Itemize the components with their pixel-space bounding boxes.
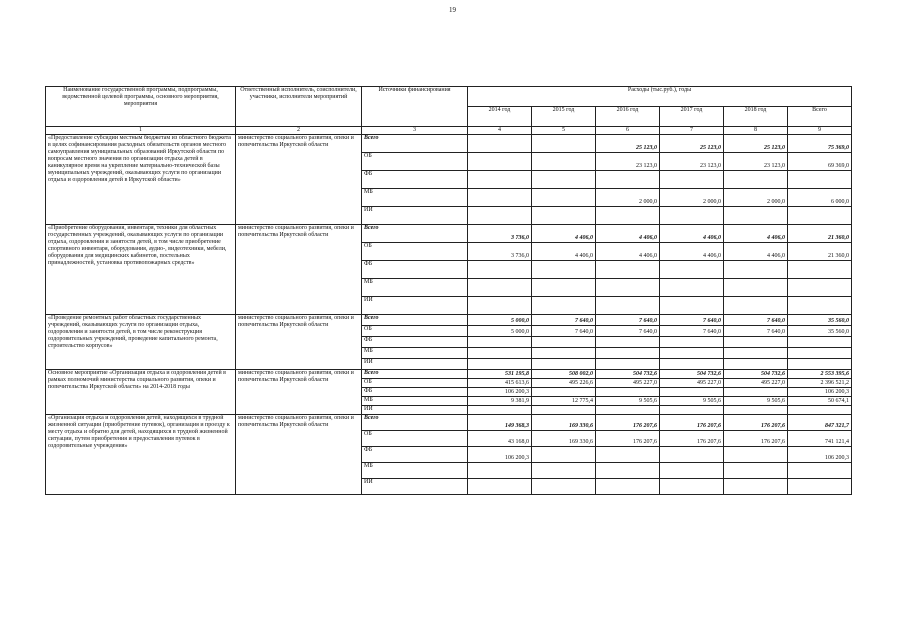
table-row xyxy=(46,315,852,326)
total-value xyxy=(788,348,852,359)
year-value xyxy=(532,261,596,279)
year-value: 2 000,0 xyxy=(724,189,788,207)
total-value: 75 369,0 xyxy=(788,135,852,153)
year-value xyxy=(660,261,724,279)
header-source: Источники финансирования xyxy=(362,87,468,127)
year-value: 7 640,0 xyxy=(660,315,724,326)
year-value xyxy=(468,261,532,279)
year-value: 23 123,0 xyxy=(596,153,660,171)
year-value: 495 227,0 xyxy=(596,379,660,388)
total-value xyxy=(788,463,852,479)
header-total: Всего xyxy=(788,107,852,127)
column-numbers-row xyxy=(46,127,852,135)
column-number: 2 xyxy=(236,127,362,135)
year-value: 169 330,6 xyxy=(532,431,596,447)
funding-source: ФБ xyxy=(362,261,468,279)
year-value: 2 000,0 xyxy=(660,189,724,207)
year-value xyxy=(468,337,532,348)
year-value xyxy=(468,171,532,189)
funding-source: ФБ xyxy=(362,171,468,189)
year-value xyxy=(532,359,596,370)
funding-source: ОБ xyxy=(362,243,468,261)
year-value: 176 207,6 xyxy=(596,431,660,447)
funding-source: ИИ xyxy=(362,479,468,495)
year-value xyxy=(468,348,532,359)
year-value xyxy=(724,359,788,370)
year-value xyxy=(532,207,596,225)
year-value: 7 640,0 xyxy=(660,326,724,337)
header-expenses: Расходы (тыс.руб.), годы xyxy=(468,87,852,107)
total-value xyxy=(788,297,852,315)
funding-source: ФБ xyxy=(362,388,468,397)
year-value xyxy=(596,207,660,225)
year-value xyxy=(660,348,724,359)
year-value: 495 226,6 xyxy=(532,379,596,388)
year-value: 4 406,0 xyxy=(532,243,596,261)
column-number: 6 xyxy=(596,127,660,135)
header-name: Наименование государственной программы, подпрограммы, ведомственной целевой программы, основного мероприятия, мероприятия xyxy=(46,87,236,127)
year-value xyxy=(660,388,724,397)
header-year: 2016 год xyxy=(596,107,660,127)
year-value: 7 640,0 xyxy=(724,315,788,326)
executor: министерство социального развития, опеки и попечительства Иркутской области xyxy=(236,135,362,225)
year-value xyxy=(532,388,596,397)
year-value xyxy=(468,279,532,297)
year-value: 9 381,9 xyxy=(468,397,532,406)
total-value: 35 560,0 xyxy=(788,326,852,337)
year-value xyxy=(596,171,660,189)
year-value: 23 123,0 xyxy=(660,153,724,171)
total-value xyxy=(788,279,852,297)
year-value xyxy=(532,479,596,495)
year-value: 504 732,6 xyxy=(660,370,724,379)
year-value: 106 200,3 xyxy=(468,447,532,463)
funding-source: ИИ xyxy=(362,297,468,315)
year-value xyxy=(532,447,596,463)
year-value xyxy=(596,479,660,495)
total-value: 21 360,0 xyxy=(788,243,852,261)
year-value xyxy=(660,447,724,463)
year-value: 149 368,3 xyxy=(468,415,532,431)
year-value: 23 123,0 xyxy=(724,153,788,171)
year-value: 176 207,6 xyxy=(660,415,724,431)
year-value xyxy=(596,463,660,479)
table-row xyxy=(46,135,852,153)
year-value: 25 123,0 xyxy=(724,135,788,153)
total-value: 21 360,0 xyxy=(788,225,852,243)
year-value: 25 123,0 xyxy=(660,135,724,153)
year-value xyxy=(468,406,532,415)
year-value: 4 406,0 xyxy=(724,225,788,243)
year-value xyxy=(596,388,660,397)
year-value xyxy=(660,297,724,315)
year-value xyxy=(724,279,788,297)
year-value: 7 640,0 xyxy=(532,315,596,326)
year-value: 3 736,0 xyxy=(468,225,532,243)
year-value: 176 207,6 xyxy=(724,431,788,447)
funding-source: МБ xyxy=(362,279,468,297)
executor: министерство социального развития, опеки и попечительства Иркутской области xyxy=(236,415,362,495)
year-value: 4 406,0 xyxy=(596,225,660,243)
funding-source: Всего xyxy=(362,135,468,153)
year-value xyxy=(724,261,788,279)
funding-source: Всего xyxy=(362,415,468,431)
funding-source: Всего xyxy=(362,370,468,379)
column-number: 3 xyxy=(362,127,468,135)
year-value xyxy=(532,279,596,297)
funding-source: ОБ xyxy=(362,379,468,388)
activity-name: Основное мероприятие «Организация отдыха и оздоровления детей в рамках полномочий министерства социального развития, опеки и попечительства Иркутской области» на 2014-2018 годы xyxy=(46,370,236,415)
year-value: 495 227,0 xyxy=(724,379,788,388)
year-value xyxy=(468,479,532,495)
year-value: 531 195,8 xyxy=(468,370,532,379)
year-value xyxy=(660,171,724,189)
year-value xyxy=(596,359,660,370)
year-value xyxy=(468,359,532,370)
header-year: 2015 год xyxy=(532,107,596,127)
year-value: 9 505,6 xyxy=(596,397,660,406)
funding-source: ОБ xyxy=(362,326,468,337)
column-number: 4 xyxy=(468,127,532,135)
year-value: 7 640,0 xyxy=(724,326,788,337)
funding-source: МБ xyxy=(362,189,468,207)
total-value xyxy=(788,261,852,279)
table-row xyxy=(46,370,852,379)
funding-source: Всего xyxy=(362,225,468,243)
executor: министерство социального развития, опеки и попечительства Иркутской области xyxy=(236,370,362,415)
table-row xyxy=(46,415,852,431)
year-value xyxy=(660,463,724,479)
total-value xyxy=(788,479,852,495)
executor: министерство социального развития, опеки и попечительства Иркутской области xyxy=(236,225,362,315)
year-value xyxy=(596,348,660,359)
year-value xyxy=(532,348,596,359)
year-value xyxy=(596,337,660,348)
header-year: 2017 год xyxy=(660,107,724,127)
funding-source: ОБ xyxy=(362,431,468,447)
year-value xyxy=(660,207,724,225)
total-value: 6 000,0 xyxy=(788,189,852,207)
funding-source: Всего xyxy=(362,315,468,326)
total-value xyxy=(788,359,852,370)
table-row xyxy=(46,225,852,243)
year-value: 176 207,6 xyxy=(596,415,660,431)
activity-name: «Приобретение оборудования, инвентаря, техники для областных государственных учреждений, оказывающих услуги по организации отдыха, оздоровления и занятости детей, в том числе приобретение спортивного инвентаря, оборудования, аудио-, видеотехники, мебели, оборудования для медицинских кабинетов, постельных принадлежностей, установка противопожарных средств» xyxy=(46,225,236,315)
activity-name: «Предоставление субсидии местным бюджетам из областного бюджета в целях софинансирования расходных обязательств органов местного самоуправления муниципальных образований Иркутской области по вопросам местного значения по организации отдыха детей в каникулярное время на укрепление материально-технической базы муниципальных учреждений, оказывающих услуги по организации отдыха и оздоровления детей в Иркутской области» xyxy=(46,135,236,225)
column-number: 7 xyxy=(660,127,724,135)
total-value: 106 200,3 xyxy=(788,388,852,397)
year-value: 4 406,0 xyxy=(660,225,724,243)
year-value: 43 168,0 xyxy=(468,431,532,447)
year-value: 176 207,6 xyxy=(724,415,788,431)
total-value: 35 560,0 xyxy=(788,315,852,326)
year-value xyxy=(468,297,532,315)
year-value: 415 613,6 xyxy=(468,379,532,388)
year-value xyxy=(532,337,596,348)
year-value xyxy=(596,279,660,297)
funding-source: МБ xyxy=(362,348,468,359)
year-value: 7 640,0 xyxy=(596,326,660,337)
funding-source: ИИ xyxy=(362,207,468,225)
year-value xyxy=(596,447,660,463)
total-value: 847 321,7 xyxy=(788,415,852,431)
year-value xyxy=(468,463,532,479)
header-year: 2018 год xyxy=(724,107,788,127)
funding-source: МБ xyxy=(362,397,468,406)
year-value: 4 406,0 xyxy=(660,243,724,261)
year-value xyxy=(532,406,596,415)
funding-source: ФБ xyxy=(362,447,468,463)
column-number: 5 xyxy=(532,127,596,135)
executor: министерство социального развития, опеки и попечительства Иркутской области xyxy=(236,315,362,370)
year-value: 7 640,0 xyxy=(532,326,596,337)
total-value: 2 553 395,6 xyxy=(788,370,852,379)
funding-source: МБ xyxy=(362,463,468,479)
year-value: 169 330,6 xyxy=(532,415,596,431)
total-value: 2 396 521,2 xyxy=(788,379,852,388)
year-value: 4 406,0 xyxy=(532,225,596,243)
year-value xyxy=(724,479,788,495)
year-value: 25 123,0 xyxy=(596,135,660,153)
total-value xyxy=(788,406,852,415)
year-value: 5 000,0 xyxy=(468,315,532,326)
year-value xyxy=(660,337,724,348)
year-value xyxy=(660,406,724,415)
year-value: 7 640,0 xyxy=(596,315,660,326)
year-value xyxy=(660,479,724,495)
year-value xyxy=(468,135,532,153)
year-value: 508 002,0 xyxy=(532,370,596,379)
year-value xyxy=(660,359,724,370)
year-value xyxy=(724,337,788,348)
year-value: 495 227,0 xyxy=(660,379,724,388)
total-value: 50 674,1 xyxy=(788,397,852,406)
header-executor: Ответственный исполнитель, соисполнители, участники, исполнители мероприятий xyxy=(236,87,362,127)
funding-source: ИИ xyxy=(362,406,468,415)
year-value xyxy=(724,348,788,359)
funding-source: ФБ xyxy=(362,337,468,348)
year-value xyxy=(724,297,788,315)
funding-source: ОБ xyxy=(362,153,468,171)
year-value: 5 000,0 xyxy=(468,326,532,337)
year-value: 4 406,0 xyxy=(596,243,660,261)
column-number: 9 xyxy=(788,127,852,135)
year-value xyxy=(724,388,788,397)
expenses-table xyxy=(45,86,852,495)
total-value xyxy=(788,337,852,348)
year-value xyxy=(724,406,788,415)
year-value: 106 200,3 xyxy=(468,388,532,397)
year-value xyxy=(660,279,724,297)
activity-name: «Проведение ремонтных работ областных государственных учреждений, оказывающих услуги по организации отдыха, оздоровления и занятости детей, в том числе реконструкция оздоровительных учреждений, проведение капитального ремонта, строительство корпусов» xyxy=(46,315,236,370)
year-value: 176 207,6 xyxy=(660,431,724,447)
year-value xyxy=(532,189,596,207)
year-value: 3 736,0 xyxy=(468,243,532,261)
year-value xyxy=(532,153,596,171)
year-value xyxy=(596,297,660,315)
year-value xyxy=(724,447,788,463)
year-value xyxy=(532,463,596,479)
activity-name: «Организация отдыха и оздоровления детей, находящихся в трудной жизненной ситуации (приобретение путевок), организация и проезду к месту отдыха и обратно для детей, находящихся в трудной жизненной ситуации, путем приобретения и предоставления путевок в оздоровительные учреждения» xyxy=(46,415,236,495)
total-value: 106 200,3 xyxy=(788,447,852,463)
column-number: 8 xyxy=(724,127,788,135)
year-value: 12 775,4 xyxy=(532,397,596,406)
total-value xyxy=(788,171,852,189)
column-number: 1 xyxy=(46,127,236,135)
page-number: 19 xyxy=(449,6,456,14)
year-value xyxy=(468,189,532,207)
year-value xyxy=(468,207,532,225)
year-value xyxy=(532,171,596,189)
year-value xyxy=(468,153,532,171)
total-value: 69 369,0 xyxy=(788,153,852,171)
year-value xyxy=(724,171,788,189)
year-value xyxy=(724,463,788,479)
total-value: 741 121,4 xyxy=(788,431,852,447)
header-year: 2014 год xyxy=(468,107,532,127)
year-value: 4 406,0 xyxy=(724,243,788,261)
year-value xyxy=(724,207,788,225)
year-value: 9 505,6 xyxy=(660,397,724,406)
year-value xyxy=(596,261,660,279)
year-value xyxy=(596,406,660,415)
year-value xyxy=(532,297,596,315)
total-value xyxy=(788,207,852,225)
year-value: 9 505,6 xyxy=(724,397,788,406)
funding-source: ИИ xyxy=(362,359,468,370)
year-value: 2 000,0 xyxy=(596,189,660,207)
year-value: 504 732,6 xyxy=(596,370,660,379)
year-value: 504 732,6 xyxy=(724,370,788,379)
year-value xyxy=(532,135,596,153)
